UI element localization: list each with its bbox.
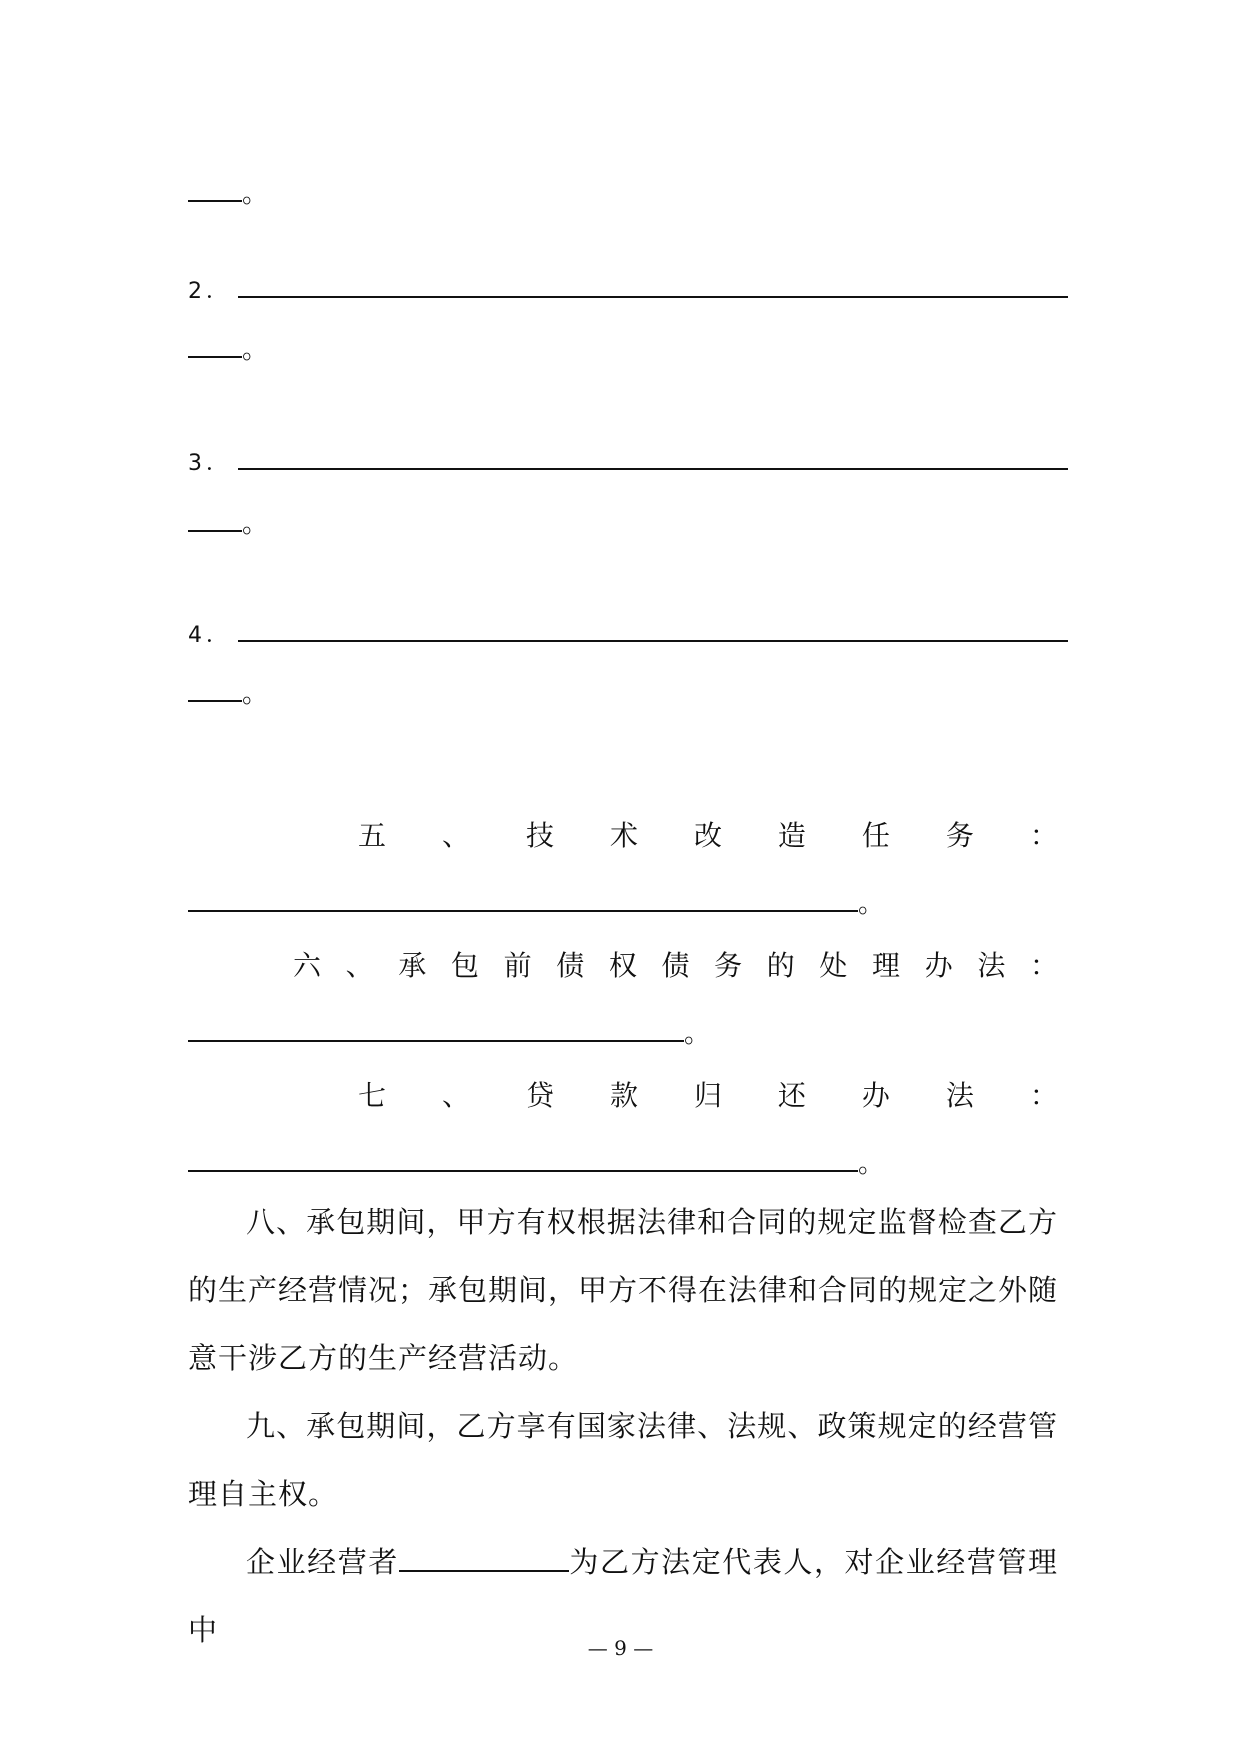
heading-section-6 bbox=[188, 946, 1058, 986]
period: 。 bbox=[242, 179, 269, 209]
heading-char: 还 bbox=[777, 1079, 806, 1112]
heading-char: 六 bbox=[293, 949, 322, 982]
heading-char: 包 bbox=[450, 949, 479, 982]
fill-blank bbox=[188, 502, 242, 532]
heading-char: ： bbox=[1029, 949, 1058, 982]
section-6-blank bbox=[188, 1012, 710, 1052]
operator-name-blank bbox=[399, 1540, 569, 1572]
fill-blank bbox=[188, 672, 242, 702]
operator-text: 为乙方法定代表人，对企业经营管理中 bbox=[188, 1545, 1058, 1647]
heading-char: 、 bbox=[441, 1079, 470, 1112]
period: 。 bbox=[858, 889, 885, 919]
heading-char: 贷 bbox=[525, 1079, 554, 1112]
heading-char: 办 bbox=[861, 1079, 890, 1112]
period: 。 bbox=[242, 679, 269, 709]
item-4 bbox=[188, 612, 1068, 652]
heading-char: 务 bbox=[945, 819, 974, 852]
heading-char: ： bbox=[1029, 819, 1058, 852]
heading-char: 的 bbox=[766, 949, 795, 982]
heading-char: 、 bbox=[345, 949, 374, 982]
heading-char: 款 bbox=[609, 1079, 638, 1112]
period: 。 bbox=[242, 335, 269, 365]
heading-char: 权 bbox=[608, 949, 637, 982]
period: 。 bbox=[684, 1019, 711, 1049]
heading-char: 改 bbox=[693, 819, 722, 852]
heading-char: 归 bbox=[693, 1079, 722, 1112]
heading-char: ： bbox=[1029, 1079, 1058, 1112]
heading-section-7 bbox=[188, 1076, 1058, 1116]
operator-label: 企业经营者 bbox=[246, 1545, 399, 1579]
heading-char: 法 bbox=[977, 949, 1006, 982]
heading-char: 承 bbox=[398, 949, 427, 982]
fill-blank bbox=[238, 612, 1068, 642]
heading-char: 、 bbox=[441, 819, 470, 852]
heading-char: 任 bbox=[861, 819, 890, 852]
period: 。 bbox=[242, 509, 269, 539]
heading-char: 法 bbox=[945, 1079, 974, 1112]
paragraph-section-9: 九、承包期间，乙方享有国家法律、法规、政策规定的经营管理自主权。 bbox=[188, 1409, 1058, 1511]
heading-char: 造 bbox=[777, 819, 806, 852]
section-7-blank bbox=[188, 1142, 884, 1182]
page-number: — 9 — bbox=[587, 1636, 654, 1660]
fill-blank bbox=[188, 1142, 858, 1172]
item-number: 3． bbox=[188, 451, 232, 476]
fill-blank bbox=[238, 268, 1068, 298]
item-4-end bbox=[188, 672, 268, 712]
heading-char: 处 bbox=[819, 949, 848, 982]
period: 。 bbox=[858, 1149, 885, 1179]
heading-char: 务 bbox=[714, 949, 743, 982]
heading-char: 技 bbox=[525, 819, 554, 852]
item-number: 4． bbox=[188, 623, 232, 648]
fill-blank bbox=[188, 172, 242, 202]
blank-line-1-end bbox=[188, 172, 268, 212]
paragraph-section-8: 八、承包期间，甲方有权根据法律和合同的规定监督检查乙方的生产经营情况；承包期间，甲方不得在法律和合同的规定之外随意干涉乙方的生产经营活动。 bbox=[188, 1205, 1059, 1375]
item-2 bbox=[188, 268, 1068, 308]
heading-char: 债 bbox=[556, 949, 585, 982]
heading-char: 五 bbox=[358, 819, 387, 852]
fill-blank bbox=[238, 440, 1068, 470]
fill-blank bbox=[188, 328, 242, 358]
item-3 bbox=[188, 440, 1068, 480]
heading-char: 债 bbox=[661, 949, 690, 982]
heading-char: 七 bbox=[358, 1079, 387, 1112]
item-3-end bbox=[188, 502, 268, 542]
heading-char: 办 bbox=[924, 949, 953, 982]
fill-blank bbox=[188, 882, 858, 912]
heading-char: 理 bbox=[872, 949, 901, 982]
heading-section-5 bbox=[188, 816, 1058, 856]
item-number: 2． bbox=[188, 279, 232, 304]
item-2-end bbox=[188, 328, 268, 368]
fill-blank bbox=[188, 1012, 684, 1042]
heading-char: 术 bbox=[609, 819, 638, 852]
heading-char: 前 bbox=[503, 949, 532, 982]
section-5-blank bbox=[188, 882, 884, 922]
